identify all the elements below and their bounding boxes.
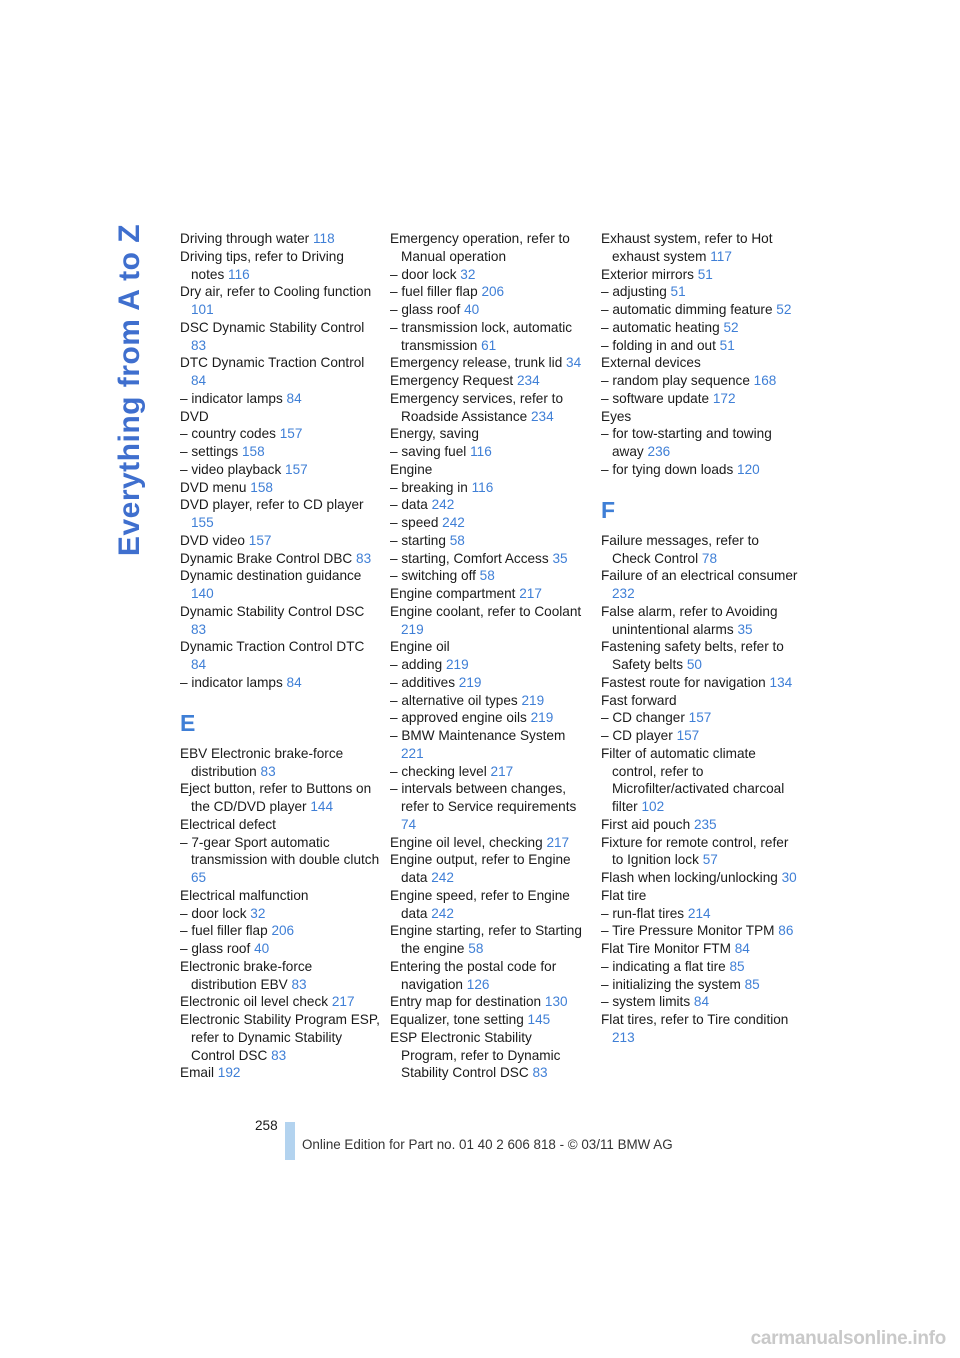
index-page-link[interactable]: 157	[688, 710, 712, 726]
index-entry-term: Engine compartment	[390, 586, 516, 601]
index-entry-term: Driving through water	[180, 231, 310, 246]
index-page-link[interactable]: 219	[445, 657, 469, 672]
watermark-logo: carmanualsonline.info	[750, 1328, 946, 1349]
index-entry	[180, 248, 380, 284]
index-page-link[interactable]: 144	[310, 799, 334, 814]
index-entry	[601, 940, 801, 958]
index-entry-term: Entry map for destination	[390, 994, 542, 1010]
index-entry	[390, 638, 590, 656]
index-entry	[390, 603, 590, 639]
index-entry	[180, 461, 380, 479]
index-entry-term: Eyes	[601, 408, 632, 424]
index-entry	[601, 745, 801, 816]
index-page-link[interactable]: 219	[401, 621, 424, 637]
index-entry	[180, 638, 380, 674]
index-entry-term: – country codes	[180, 426, 276, 442]
index-page-link[interactable]: 221	[401, 745, 424, 761]
index-entry-term: – saving fuel	[390, 444, 467, 459]
index-entry-term: Fast forward	[601, 692, 677, 708]
index-entry	[180, 674, 380, 692]
index-entry-term: – Tire Pressure Monitor TPM	[601, 923, 775, 939]
index-page-link[interactable]: 236	[647, 444, 671, 459]
section-side-title	[108, 223, 152, 557]
index-page-link[interactable]: 217	[490, 763, 514, 779]
index-entry	[601, 869, 801, 887]
index-page-link[interactable]: 84	[286, 390, 302, 406]
index-entry-term: Electronic oil level check	[180, 994, 329, 1010]
index-page-link[interactable]: 116	[228, 266, 250, 282]
index-entry-term: – door lock	[390, 266, 457, 282]
index-entry-term: – fuel filler flap	[390, 284, 478, 300]
index-entry-term: – automatic heating	[601, 319, 720, 335]
index-entry-term: – folding in and out	[601, 337, 716, 353]
index-entry	[180, 887, 380, 905]
index-entry-term: – speed	[390, 515, 439, 530]
index-page-link[interactable]: 157	[279, 426, 303, 442]
index-entry-term: Electronic Stability Program ESP, refer to Dynamic Stability Control DSC	[180, 1012, 380, 1063]
index-entry	[180, 1064, 380, 1082]
index-page-link[interactable]: 50	[686, 657, 702, 672]
index-entry-term: DSC Dynamic Stability Control	[180, 319, 365, 335]
index-entry-term: Electrical malfunction	[180, 887, 309, 903]
footer-edition-text: Online Edition for Part no. 01 40 2 606 818 - © 03/11 BMW AG	[302, 1137, 673, 1152]
index-entry	[601, 425, 801, 461]
index-entry	[390, 674, 590, 692]
index-page-link[interactable]: 57	[702, 852, 718, 868]
index-entry-term: False alarm, refer to Avoiding unintentional alarms	[601, 603, 778, 637]
index-page-link[interactable]: 116	[470, 444, 492, 459]
index-entry-term: – approved engine oils	[390, 710, 527, 726]
index-entry	[601, 1011, 801, 1047]
index-page-link[interactable]: 217	[519, 586, 542, 601]
index-entry-term: – for tying down loads	[601, 461, 734, 477]
index-entry-term: Flash when locking/unlocking	[601, 870, 778, 885]
index-entry-term: Failure of an electrical consumer	[601, 568, 798, 584]
index-entry	[390, 532, 590, 550]
index-entry-term: – door lock	[180, 905, 247, 921]
index-entry	[601, 266, 801, 284]
index-entry	[601, 603, 801, 639]
index-entry-term: Engine output, refer to Engine data	[390, 852, 571, 885]
index-entry-term: – glass roof	[180, 941, 251, 956]
index-entry	[390, 567, 590, 585]
index-page-link[interactable]: 34	[566, 355, 582, 371]
index-entry	[601, 922, 801, 940]
index-page-link[interactable]: 83	[356, 550, 372, 566]
index-entry-term: Engine oil level, checking	[390, 834, 543, 850]
index-entry-term: – checking level	[390, 763, 487, 779]
index-page-link[interactable]: 242	[431, 905, 454, 921]
index-page-link[interactable]: 157	[676, 728, 700, 743]
index-entry	[601, 692, 801, 710]
index-entry	[390, 585, 590, 603]
index-page-link[interactable]: 234	[516, 373, 540, 388]
index-entry-term: – starting, Comfort Access	[390, 550, 549, 566]
index-page-link[interactable]: 84	[191, 657, 207, 672]
index-entry	[390, 550, 590, 568]
index-column-2	[390, 230, 590, 1082]
index-entry-term: Engine oil	[390, 639, 450, 655]
index-page-link[interactable]: 84	[286, 674, 302, 690]
index-page-link[interactable]: 219	[521, 692, 545, 708]
index-page-link[interactable]: 134	[769, 674, 793, 690]
index-page-link[interactable]: 83	[191, 621, 207, 637]
index-page-link[interactable]: 217	[331, 994, 355, 1010]
index-entry-term: – indicating a flat tire	[601, 958, 726, 974]
index-entry	[180, 834, 380, 887]
index-entry-term: – starting	[390, 532, 446, 548]
index-page-link[interactable]: 213	[612, 1029, 635, 1045]
index-entry-term: – adding	[390, 657, 443, 672]
index-entry-term: Entering the postal code for navigation	[390, 958, 557, 992]
index-page-link[interactable]: 234	[530, 408, 554, 424]
index-entry	[601, 638, 801, 674]
index-entry	[601, 905, 801, 923]
index-entry-term: – CD changer	[601, 710, 685, 726]
index-entry	[601, 887, 801, 905]
index-page-link[interactable]: 85	[729, 958, 745, 974]
index-entry	[180, 550, 380, 568]
index-entry-term: Driving tips, refer to Driving notes	[180, 248, 344, 282]
index-page-link[interactable]: 51	[719, 337, 735, 353]
index-entry-term: – CD player	[601, 728, 673, 743]
index-page-link[interactable]: 140	[191, 586, 214, 601]
index-entry	[390, 834, 590, 852]
index-entry	[180, 532, 380, 550]
index-entry-term: – alternative oil types	[390, 692, 518, 708]
index-entry-term: Engine starting, refer to Starting the engine	[390, 923, 582, 956]
index-page-link[interactable]: 130	[544, 994, 568, 1010]
index-entry	[390, 692, 590, 710]
index-page-link[interactable]: 83	[191, 337, 207, 353]
index-entry	[390, 993, 590, 1011]
index-entry	[601, 337, 801, 355]
index-entry-term: Energy, saving	[390, 426, 479, 442]
index-entry	[601, 319, 801, 337]
index-entry	[601, 816, 801, 834]
index-entry-term: – run-flat tires	[601, 905, 685, 921]
index-entry-term: – fuel filler flap	[180, 923, 268, 939]
index-page-link[interactable]: 58	[468, 941, 484, 956]
index-entry	[390, 727, 590, 763]
index-entry	[601, 230, 801, 266]
index-entry	[601, 354, 801, 372]
index-entry	[390, 763, 590, 781]
index-entry	[601, 532, 801, 568]
index-page-link[interactable]: 52	[776, 302, 792, 317]
index-entry	[390, 301, 590, 319]
index-entry-term: – BMW Maintenance System	[390, 728, 566, 743]
index-entry	[180, 940, 380, 958]
index-entry	[601, 958, 801, 976]
index-page-link[interactable]: 168	[753, 373, 777, 388]
index-page-link[interactable]: 214	[687, 905, 711, 921]
index-entry-term: Dynamic destination guidance	[180, 568, 362, 584]
index-entry-term: Flat Tire Monitor FTM	[601, 941, 731, 956]
index-page-link[interactable]: 51	[697, 266, 713, 282]
index-entry-term: Dry air, refer to Cooling function	[180, 284, 372, 300]
index-page-link[interactable]: 84	[734, 941, 750, 956]
index-entry	[180, 993, 380, 1011]
index-entry	[601, 834, 801, 870]
index-page-link[interactable]: 58	[449, 532, 465, 548]
index-entry-term: Flat tire	[601, 887, 647, 903]
index-entry-term: – data	[390, 497, 428, 513]
index-page-link[interactable]: 206	[271, 923, 295, 939]
index-entry	[390, 443, 590, 461]
index-entry	[390, 461, 590, 479]
index-entry-term: Email	[180, 1065, 214, 1081]
index-page-link[interactable]: 219	[458, 674, 482, 690]
index-page-link[interactable]: 78	[701, 550, 718, 566]
index-page-link[interactable]: 85	[744, 976, 760, 992]
index-page-link[interactable]: 83	[291, 976, 307, 992]
index-page-link[interactable]: 40	[254, 941, 270, 956]
index-entry	[390, 656, 590, 674]
index-entry-term: Emergency Request	[390, 373, 514, 388]
index-entry-term: – random play sequence	[601, 373, 750, 388]
index-entry-term: DTC Dynamic Traction Control	[180, 355, 365, 371]
index-entry-term: Exhaust system, refer to Hot exhaust system	[601, 231, 773, 264]
index-entry	[390, 496, 590, 514]
index-entry	[180, 1011, 380, 1064]
index-entry-term: Fixture for remote control, refer to Ignition lock	[601, 834, 789, 868]
index-entry-term: – 7-gear Sport automatic transmission with double clutch	[180, 834, 380, 868]
index-entry-term: – transmission lock, automatic transmission	[390, 319, 573, 353]
index-entry-term: – adjusting	[601, 284, 667, 300]
index-page-link[interactable]: 65	[191, 870, 207, 885]
index-entry	[180, 390, 380, 408]
index-entry	[601, 461, 801, 479]
index-page-link[interactable]: 157	[248, 532, 272, 548]
index-entry-term: – system limits	[601, 994, 691, 1010]
index-entry	[180, 319, 380, 355]
index-entry-term: – intervals between changes, refer to Service requirements	[390, 781, 577, 814]
index-page-link[interactable]: 157	[285, 461, 308, 477]
index-entry	[601, 390, 801, 408]
index-entry	[390, 780, 590, 833]
index-page-link[interactable]: 192	[217, 1065, 241, 1081]
index-column-1	[180, 230, 380, 1082]
index-entry	[180, 922, 380, 940]
index-entry	[601, 709, 801, 727]
index-entry-term: – video playback	[180, 461, 282, 477]
index-page-link[interactable]: 145	[527, 1012, 551, 1027]
index-entry	[180, 905, 380, 923]
index-page-link[interactable]: 30	[781, 870, 797, 885]
index-entry	[390, 230, 590, 266]
index-entry-term: – automatic dimming feature	[601, 302, 773, 317]
index-entry	[601, 567, 801, 603]
index-entry-term: Fastening safety belts, refer to Safety belts	[601, 639, 784, 672]
index-entry	[390, 851, 590, 887]
index-page-link[interactable]: 35	[737, 621, 753, 637]
index-page-link[interactable]: 51	[670, 284, 686, 300]
index-entry-term: – indicator lamps	[180, 674, 283, 690]
index-entry-term: DVD video	[180, 532, 245, 548]
index-entry-term: Exterior mirrors	[601, 266, 694, 282]
index-entry	[180, 958, 380, 994]
index-entry	[180, 745, 380, 781]
index-entry	[180, 230, 380, 248]
index-entry	[390, 319, 590, 355]
index-entry-term: Dynamic Brake Control DBC	[180, 550, 353, 566]
index-entry-term: Engine	[390, 461, 433, 477]
index-entry	[601, 408, 801, 426]
index-letter-heading: E	[180, 709, 196, 736]
index-page-link[interactable]: 217	[546, 834, 570, 850]
index-page-link[interactable]: 83	[260, 763, 276, 779]
index-page-link[interactable]: 158	[250, 479, 273, 495]
index-entry	[601, 674, 801, 692]
index-entry-term: – for tow-starting and towing away	[601, 426, 772, 459]
index-page-link[interactable]: 118	[312, 231, 335, 246]
index-entry	[180, 408, 380, 426]
index-entry	[390, 922, 590, 958]
index-page-link[interactable]: 242	[442, 515, 465, 530]
index-page-link[interactable]: 172	[712, 390, 736, 406]
index-page-link[interactable]: 101	[191, 302, 214, 317]
index-page-link[interactable]: 84	[693, 994, 710, 1010]
index-entry-term: Failure messages, refer to Check Control	[601, 532, 759, 566]
index-entry-term: Equalizer, tone setting	[390, 1012, 524, 1027]
index-entry	[180, 603, 380, 639]
index-page-link[interactable]: 102	[641, 799, 665, 814]
index-entry	[390, 283, 590, 301]
index-page-link[interactable]: 158	[241, 444, 265, 459]
index-page-link[interactable]: 32	[460, 266, 476, 282]
index-page-link[interactable]: 35	[552, 550, 568, 566]
index-page-link[interactable]: 58	[479, 568, 495, 584]
index-page-link[interactable]: 126	[466, 976, 490, 992]
index-entry	[180, 479, 380, 497]
index-entry	[390, 266, 590, 284]
index-entry	[180, 354, 380, 390]
index-entry-term: EBV Electronic brake-force distribution	[180, 745, 344, 779]
index-entry-term: – settings	[180, 444, 239, 459]
index-entry-term: Flat tires, refer to Tire condition	[601, 1012, 789, 1027]
index-entry-term: – glass roof	[390, 302, 461, 317]
index-entry-term: – switching off	[390, 568, 476, 584]
index-entry	[180, 496, 380, 532]
page-number: 258	[255, 1118, 278, 1133]
index-entry-term: Emergency release, trunk lid	[390, 355, 563, 371]
index-page-link[interactable]: 116	[471, 479, 494, 495]
index-entry-term: Dynamic Stability Control DSC	[180, 603, 365, 619]
index-entry-term: Emergency operation, refer to Manual operation	[390, 231, 570, 264]
index-entry	[390, 958, 590, 994]
index-entry	[601, 283, 801, 301]
index-page-link[interactable]: 117	[710, 248, 732, 264]
index-page-link[interactable]: 120	[737, 461, 760, 477]
index-entry	[390, 514, 590, 532]
index-entry-term: Engine coolant, refer to Coolant	[390, 603, 582, 619]
index-entry	[601, 372, 801, 390]
index-entry-term: – initializing the system	[601, 976, 741, 992]
index-entry	[390, 479, 590, 497]
index-entry	[180, 443, 380, 461]
index-entry	[390, 1029, 590, 1082]
index-page-link[interactable]: 84	[191, 373, 207, 388]
index-entry	[601, 993, 801, 1011]
footer-accent-bar	[285, 1122, 295, 1160]
index-entry-term: – breaking in	[390, 479, 468, 495]
index-entry-term: First aid pouch	[601, 816, 691, 832]
index-page-link[interactable]: 74	[401, 816, 417, 832]
index-entry	[601, 301, 801, 319]
index-entry-term: Engine speed, refer to Engine data	[390, 887, 570, 921]
index-page-link[interactable]: 219	[530, 710, 554, 726]
index-entry-term: DVD menu	[180, 479, 247, 495]
index-page-link[interactable]: 83	[271, 1047, 287, 1063]
index-letter-heading: F	[601, 496, 616, 523]
index-page-link[interactable]: 32	[250, 905, 266, 921]
index-page-link[interactable]: 206	[481, 284, 505, 300]
index-page-link[interactable]: 242	[431, 497, 455, 513]
index-page-link[interactable]: 232	[612, 586, 635, 601]
index-page-link[interactable]: 52	[723, 319, 739, 335]
index-entry-term: – indicator lamps	[180, 390, 283, 406]
index-entry-term: External devices	[601, 355, 701, 371]
index-entry	[390, 372, 590, 390]
index-entry	[601, 976, 801, 994]
index-entry-term: DVD	[180, 408, 209, 424]
index-entry	[390, 1011, 590, 1029]
index-entry	[180, 780, 380, 816]
index-entry-term: – additives	[390, 674, 455, 690]
index-entry	[390, 390, 590, 426]
index-page-link[interactable]: 242	[431, 870, 454, 885]
index-page-link[interactable]: 61	[481, 337, 497, 353]
section-side-title-text: Everything from A to Z	[113, 223, 146, 557]
index-entry	[180, 567, 380, 603]
index-page-link[interactable]: 40	[464, 302, 480, 317]
index-entry-term: Filter of automatic climate control, refer to Microfilter/activated charcoal filter	[601, 745, 785, 814]
index-entry	[180, 283, 380, 319]
index-entry-term: Eject button, refer to Buttons on the CD/DVD player	[180, 781, 372, 814]
index-entry-term: ESP Electronic Stability Program, refer to Dynamic Stability Control DSC	[390, 1029, 561, 1081]
index-entry-term: Dynamic Traction Control DTC	[180, 639, 365, 655]
index-entry	[601, 727, 801, 745]
index-page-link[interactable]: 235	[693, 816, 717, 832]
index-entry-term: DVD player, refer to CD player	[180, 497, 364, 513]
index-column-3	[601, 230, 801, 1047]
index-entry	[390, 354, 590, 372]
index-entry-term: – software update	[601, 390, 710, 406]
index-entry	[180, 425, 380, 443]
index-entry-term: Fastest route for navigation	[601, 674, 766, 690]
index-entry	[180, 816, 380, 834]
index-entry-term: Emergency services, refer to Roadside Assistance	[390, 390, 564, 424]
index-entry	[390, 709, 590, 727]
index-entry	[390, 887, 590, 923]
index-page-link[interactable]: 86	[778, 923, 794, 939]
index-entry-term: Electrical defect	[180, 816, 276, 832]
index-page-link[interactable]: 83	[532, 1065, 548, 1081]
index-entry	[390, 425, 590, 443]
index-page-link[interactable]: 155	[191, 515, 214, 530]
index-entry-term: Electronic brake-force distribution EBV	[180, 958, 313, 992]
